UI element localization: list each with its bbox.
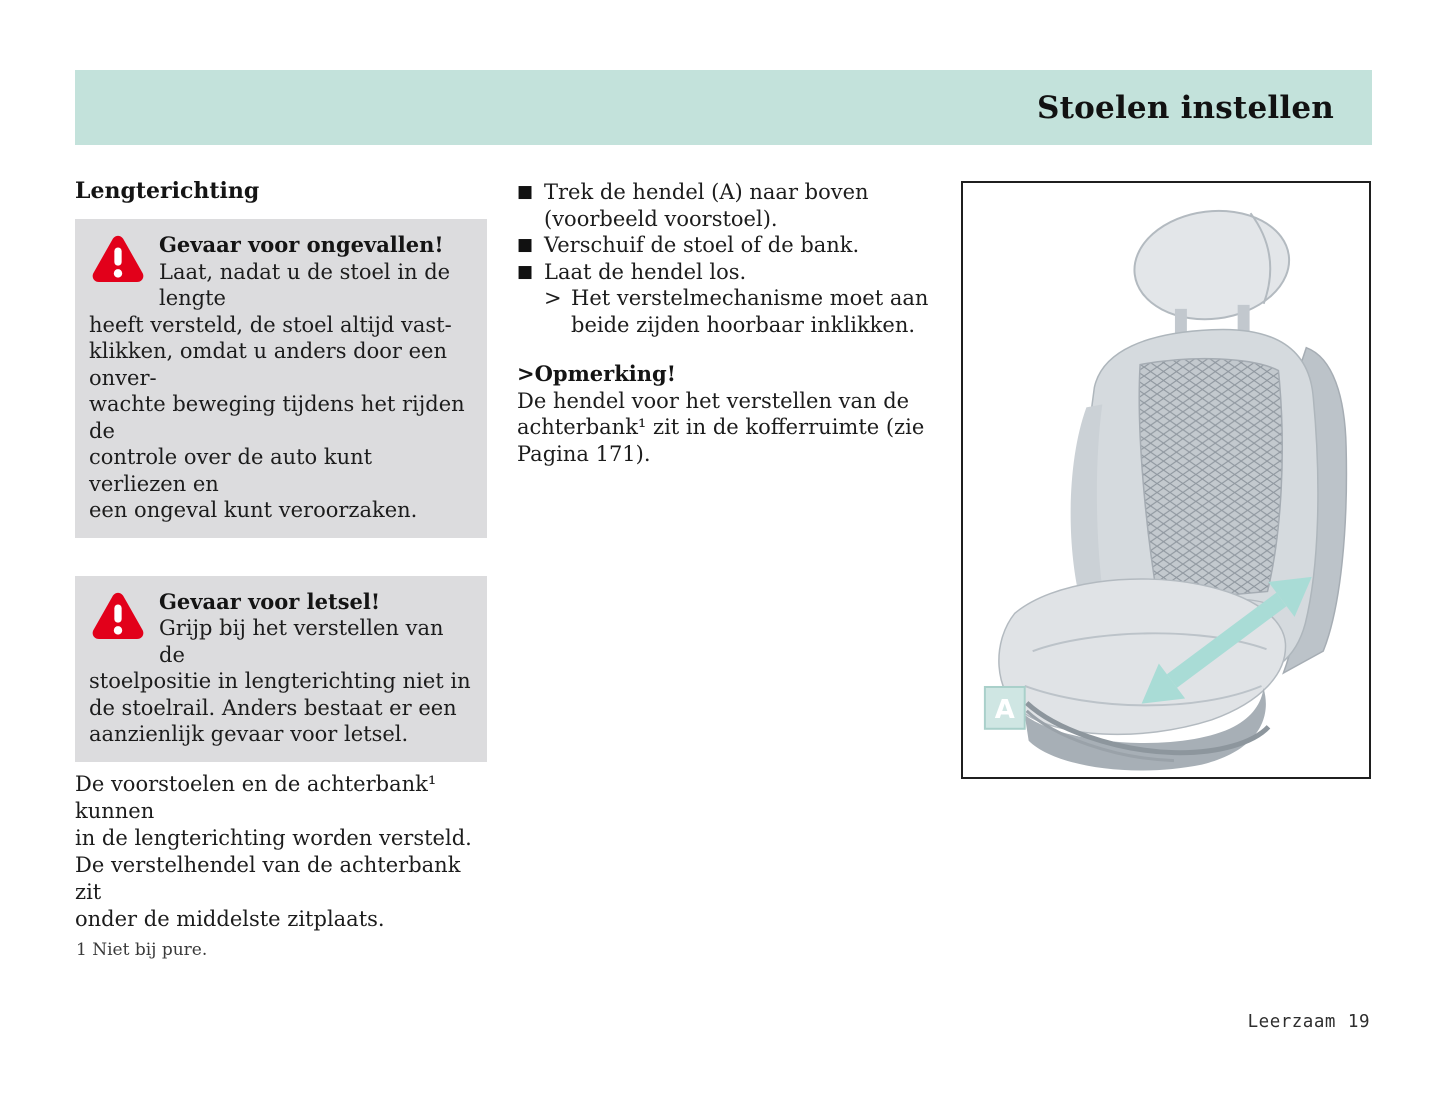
instruction-result xyxy=(517,285,957,338)
page-header-band xyxy=(75,70,1372,145)
step-text xyxy=(544,232,859,259)
warning-line: heeft versteld, de stoel altijd vast- xyxy=(89,312,452,337)
left-column xyxy=(75,178,487,933)
warning-line: aanzienlijk gevaar voor letsel. xyxy=(89,722,409,746)
body-paragraph xyxy=(75,771,487,933)
page-title: Stoelen instellen xyxy=(1037,89,1334,126)
svg-text:A: A xyxy=(994,694,1015,725)
step-line: Laat de hendel los. xyxy=(544,259,747,284)
square-bullet-icon: ■ xyxy=(517,235,534,255)
instruction-step-2 xyxy=(517,232,957,259)
note-line: Pagina 171). xyxy=(517,441,651,466)
note-line: achterbank¹ zit in de kofferruimte (zie xyxy=(517,415,925,439)
page-number: 19 xyxy=(1347,1012,1370,1032)
headrest xyxy=(1128,202,1295,328)
seat-illustration xyxy=(963,183,1369,777)
warning-box-injury xyxy=(75,576,487,762)
paragraph-line: onder de middelste zitplaats. xyxy=(75,906,385,931)
footnote: 1 Niet bij pure. xyxy=(76,940,208,960)
seat-figure-frame xyxy=(961,181,1371,779)
warning-triangle-icon xyxy=(91,591,145,639)
square-bullet-icon: ■ xyxy=(517,182,534,202)
result-line: Het verstelmechanisme moet aan xyxy=(571,286,929,310)
warning-line: de stoelrail. Anders bestaat er een xyxy=(89,695,457,720)
page-footer xyxy=(1248,1012,1370,1032)
warning-title: Gevaar voor ongevallen! xyxy=(159,232,444,257)
warning-line: klikken, omdat u anders door een onver- xyxy=(89,339,447,390)
warning-line: Grijp bij het verstellen van de xyxy=(159,616,444,667)
warning-box-accidents xyxy=(75,219,487,538)
section-heading: Lengterichting xyxy=(75,178,260,204)
result-line: beide zijden hoorbaar inklikken. xyxy=(571,312,916,337)
chapter-name: Leerzaam xyxy=(1247,1012,1336,1032)
warning-line: Laat, nadat u de stoel in de lengte xyxy=(159,259,451,310)
chevron-result-icon: > xyxy=(544,286,562,310)
instruction-step-1 xyxy=(517,179,957,232)
warning-triangle-icon xyxy=(91,234,145,282)
paragraph-line: in de lengterichting worden versteld. xyxy=(75,825,472,850)
instruction-step-3 xyxy=(517,259,957,286)
handle-label-a xyxy=(985,687,1025,729)
warning-line: controle over de auto kunt verliezen en xyxy=(89,445,373,496)
warning-line: wachte beweging tijdens het rijden de xyxy=(89,392,465,443)
note-title: >Opmerking! xyxy=(517,361,676,386)
warning-title: Gevaar voor letsel! xyxy=(159,588,381,614)
step-text xyxy=(544,259,746,286)
note-block xyxy=(517,361,957,467)
warning-line: stoelpositie in lengterichting niet in xyxy=(89,669,471,693)
paragraph-line: De voorstoelen en de achterbank¹ kunnen xyxy=(75,771,437,823)
step-line: Trek de hendel (A) naar boven xyxy=(544,180,869,204)
result-text xyxy=(571,285,928,338)
step-text xyxy=(544,179,869,232)
step-line: (voorbeeld voorstoel). xyxy=(544,206,778,231)
paragraph-line: De verstelhendel van de achterbank zit xyxy=(75,852,461,904)
square-bullet-icon: ■ xyxy=(517,261,534,282)
middle-column xyxy=(517,179,957,467)
note-line: De hendel voor het verstellen van de xyxy=(517,388,910,413)
warning-line: een ongeval kunt veroorzaken. xyxy=(89,498,418,522)
step-line: Verschuif de stoel of de bank. xyxy=(544,233,860,257)
